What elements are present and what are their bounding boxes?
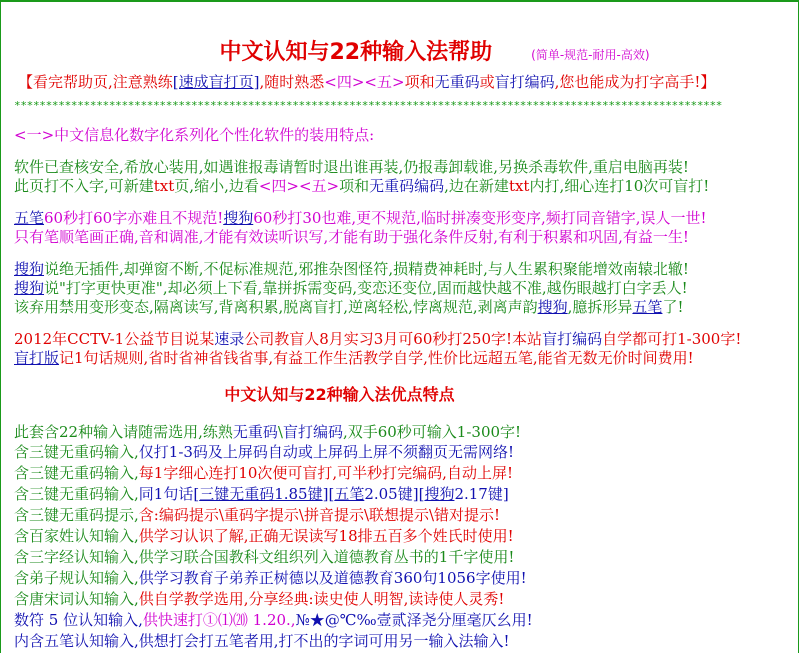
wubi-link-3[interactable]: 五笔 [334,485,365,503]
wubi-link[interactable]: 五笔 [14,209,45,227]
feature-line-4: 含三键无重码输入,同1句话[三键无重码1.85键][五笔2.05键][搜狗2.17键] [14,485,509,503]
sogou-link[interactable]: 搜狗 [223,209,254,227]
cctv-line2: 盲打版记1句话规则,省时省神省钱省事,有益工作生活教学自学,性价比远超五笔,能省无数无价时间费用! [14,349,694,367]
feature-line-1: 此套含22种输入请随需选用,练熟无重码\盲打编码,双手60秒可输入1-300字! [14,423,522,441]
cctv-line1: 2012年CCTV-1公益节目说某速录公司教盲人8月实习3月可60秒打250字!本站盲打编码自学都可打1-300字! [14,330,742,348]
para2-line2: 只有笔顺笔画正确,音和调准,才能有效读听识写,才能有助于强化条件反射,有利于积累和巩固,有益一生! [14,228,689,246]
para1-line1: 软件已查核安全,希放心装用,如遇谁报毒请暂时退出谁再装,仍报毒卸载谁,另换杀毒软件,重启电脑再装! [14,158,689,176]
speed-blind-page-link[interactable]: [速成盲打页] [172,73,260,91]
feature-line-3: 含三键无重码输入,每1字细心连打10次便可盲打,可半秒打完编码,自动上屏! [14,464,513,482]
page-title: 中文认知与22种输入法帮助 [219,40,493,65]
para1-line2: 此页打不入字,可新建txt页,缩小,边看<四><五>项和无重码编码,边在新建txt内打,细心连打10次可盲打! [14,177,710,195]
feature-line-5: 含三键无重码提示,含:编码提示\重码字提示\拼音提示\联想提示\错对提示! [14,506,501,524]
feature-line-10: 数符 5 位认知输入,供快速打①⑴⒇ 1.20.,№★@℃‰壹贰泽尧分厘毫仄幺用! [14,611,533,629]
wubi-link-2[interactable]: 五笔 [632,298,663,316]
feature-line-6: 含百家姓认知输入,供学习认识了解,正确无误读写18排五百多个姓氏时使用! [14,527,514,545]
sogou-link-4[interactable]: 搜狗 [537,298,568,316]
feature-line-7: 含三字经认知输入,供学习联合国教科文组织列入道德教育丛书的1千字使用! [14,548,515,566]
section1-heading: <一>中文信息化数字化系列化个性化软件的装用特点: [14,126,375,144]
intro-line: 【看完帮助页,注意熟练[速成盲打页],随时熟悉<四><五>项和无重码或盲打编码,您也能成为打字高手!】 [18,73,716,91]
blind-version-link[interactable]: 盲打版 [14,349,60,367]
title-row [1,35,798,66]
feature-line-8: 含弟子规认知输入,供学习教育子弟养正树德以及道德教育360句1056字使用! [14,569,527,587]
para3-line2: 搜狗说"打字更快更准",却必须上下看,靠拼拆需变码,变恋还变位,固而越快越不准,越伤眼越打白字丢人! [14,279,688,297]
page-subtitle: (简单-规范-耐用-高效) [531,48,650,62]
feature-line-11: 内含五笔认知输入,供想打会打五笔者用,打不出的字词可用另一输入法输入! [14,632,510,650]
para2-line1: 五笔60秒打60字亦难且不规范!搜狗60秒打30也难,更不规范,临时拼凑变形变序,频打同音错字,误人一世! [14,209,707,227]
feature-line-2: 含三键无重码输入,仅打1-3码及上屏码自动或上屏码上屏不须翻页无需网络! [14,443,514,461]
sogou-link-2[interactable]: 搜狗 [14,260,45,278]
sogou-link-3[interactable]: 搜狗 [14,279,45,297]
feature-line-9: 含唐宋词认知输入,供自学教学选用,分享经典:读史使人明智,读诗使人灵秀! [14,590,505,608]
sogou-link-5[interactable]: 搜狗 [424,485,455,503]
para3-line3: 该弃用禁用变形变态,隔离读写,背离积累,脱离盲打,逆离轻松,悖离规范,剥离声韵搜狗,臆拆形异五笔了! [14,298,684,316]
para3-line1: 搜狗说绝无插件,却弹窗不断,不促标准规范,邪推杂图怪符,损精费神耗时,与人生累积聚能增效南辕北辙! [14,260,689,278]
section2-heading: 中文认知与22种输入法优点特点 [224,385,455,404]
divider-stars: **************************************************************************************************************** [14,99,723,112]
